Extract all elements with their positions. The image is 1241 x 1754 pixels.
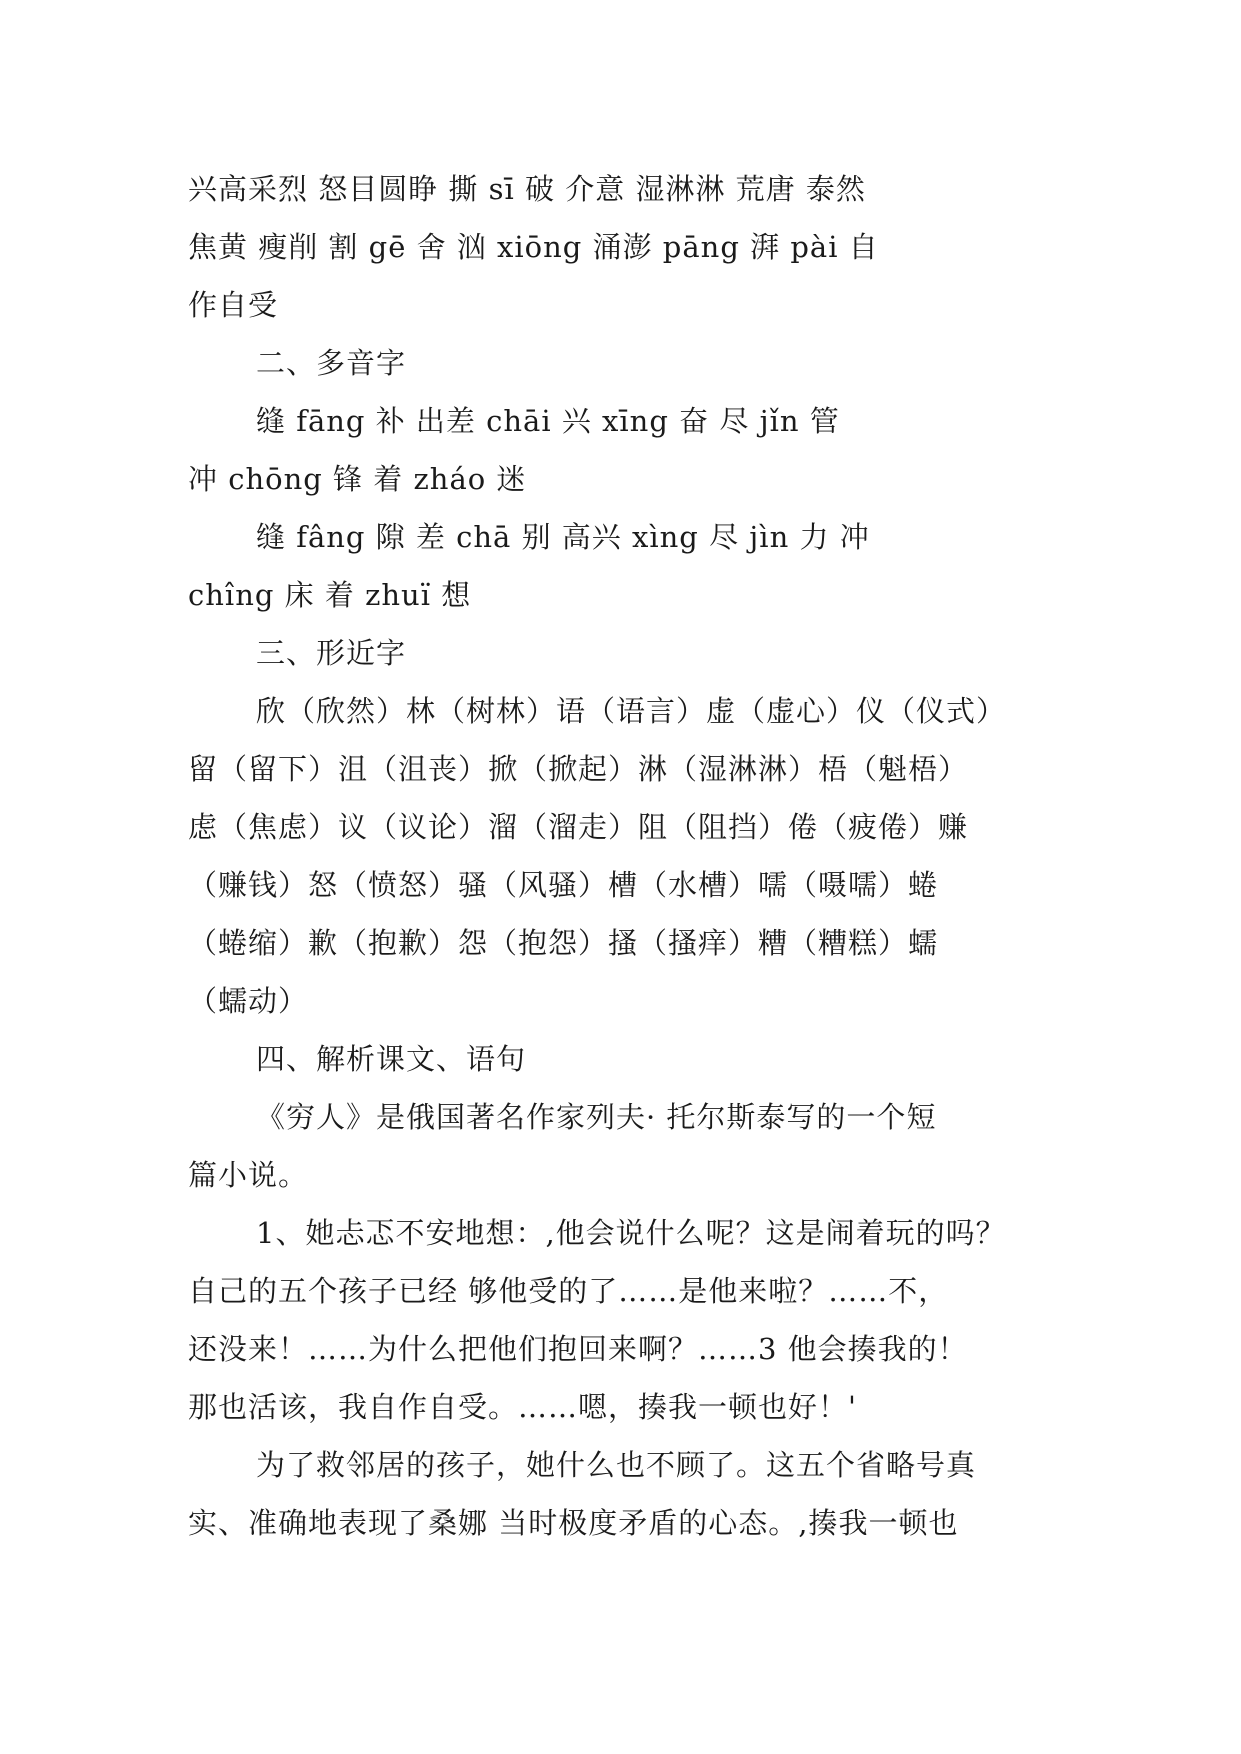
polyphonic-paragraph-2 bbox=[188, 508, 1054, 624]
text-line: （赚钱）怒（愤怒）骚（风骚）槽（水槽）嚅（嗫嚅）蜷 bbox=[188, 868, 939, 902]
text-line: 还没来！……为什么把他们抱回来啊？……3 他会揍我的！ bbox=[188, 1332, 968, 1366]
intro-paragraph bbox=[188, 1088, 1054, 1204]
text-line: 焦黄 瘦削 割 gē 舍 汹 xiōng 涌澎 pāng 湃 pài 自 bbox=[188, 230, 879, 264]
text-line: 兴高采烈 怒目圆睁 撕 sī 破 介意 湿淋淋 荒唐 泰然 bbox=[188, 172, 866, 206]
quote-paragraph bbox=[188, 1204, 1054, 1436]
analysis-paragraph bbox=[188, 1436, 1054, 1552]
section-heading-polyphonic: 二、多音字 bbox=[256, 346, 407, 380]
text-line: 冲 chōng 锋 着 zháo 迷 bbox=[188, 462, 527, 496]
text-line: （蠕动） bbox=[188, 984, 309, 1018]
text-line: 留（留下）沮（沮丧）掀（掀起）淋（湿淋淋）梧（魁梧） bbox=[188, 752, 969, 786]
vocabulary-paragraph bbox=[188, 160, 1054, 334]
text-line: 缝 fāng 补 出差 chāi 兴 xīng 奋 尽 jǐn 管 bbox=[256, 404, 840, 438]
text-line: 实、准确地表现了桑娜 当时极度矛盾的心态。,揍我一顿也 bbox=[188, 1506, 959, 1540]
text-line: 《穷人》是俄国著名作家列夫· 托尔斯泰写的一个短 bbox=[256, 1100, 937, 1134]
text-line: 作自受 bbox=[188, 288, 279, 322]
text-line: 缝 fâng 隙 差 chā 别 高兴 xìng 尽 jìn 力 冲 bbox=[256, 520, 870, 554]
text-line: chîng 床 着 zhuï 想 bbox=[188, 578, 472, 612]
text-line: 欣（欣然）林（树林）语（语言）虚（虚心）仪（仪式） bbox=[256, 694, 1007, 728]
text-line: 篇小说。 bbox=[188, 1158, 309, 1192]
text-line: 虑（焦虑）议（议论）溜（溜走）阻（阻挡）倦（疲倦）赚 bbox=[188, 810, 969, 844]
section-heading-similar-chars: 三、形近字 bbox=[256, 636, 407, 670]
polyphonic-paragraph-1 bbox=[188, 392, 1054, 508]
text-line: （蜷缩）歉（抱歉）怨（抱怨）搔（搔痒）糟（糟糕）蠕 bbox=[188, 926, 939, 960]
text-line: 那也活该，我自作自受。……嗯，揍我一顿也好！' bbox=[188, 1390, 857, 1424]
section-heading-analysis: 四、解析课文、语句 bbox=[256, 1042, 527, 1076]
text-line: 自己的五个孩子已经 够他受的了……是他来啦？……不， bbox=[188, 1274, 949, 1308]
similar-chars-paragraph bbox=[188, 682, 1054, 1030]
text-line: 1、她忐忑不安地想：,他会说什么呢？这是闹着玩的吗？ bbox=[256, 1216, 1006, 1250]
text-line: 为了救邻居的孩子，她什么也不顾了。这五个省略号真 bbox=[256, 1448, 977, 1482]
document-page bbox=[188, 160, 1054, 1552]
